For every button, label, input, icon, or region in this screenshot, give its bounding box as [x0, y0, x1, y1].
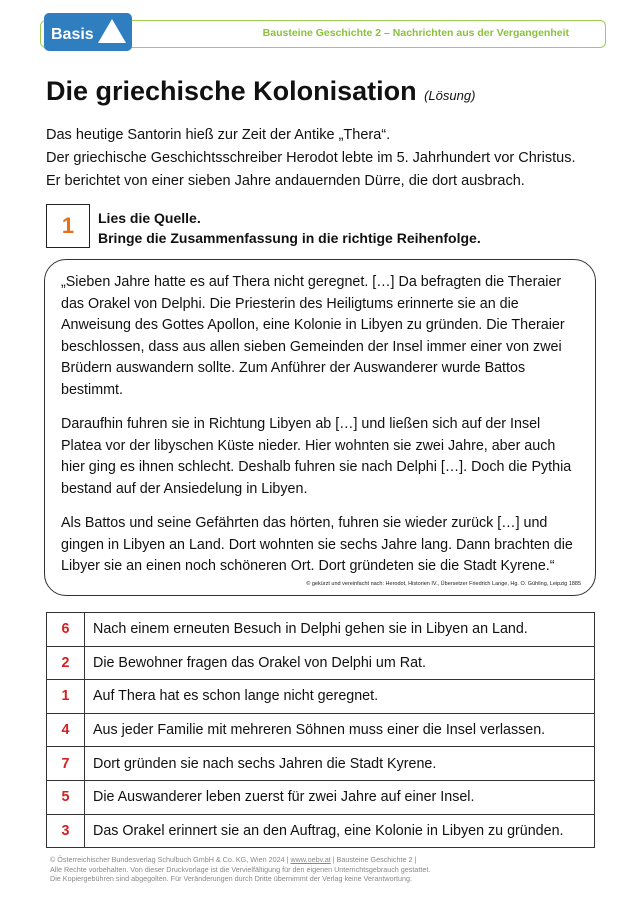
task-line: Bringe die Zusammenfassung in die richtige Reihenfolge.	[98, 230, 481, 246]
source-paragraph: „Sieben Jahre hatte es auf Thera nicht geregnet. […] Da befragten die Theraier das Orakel von Delphi. Die Priesterin des Heiligtums erinnerte sie an die Anweisung des Gottes Apollon, eine Kolonie in Libyen zu gründen. Die Theraier beschlossen, dass aus allen sieben Gemeinden der Insel immer einer von zwei Brüdern auswandern sollte. Zum Anführer der Auswanderer wurde Battos bestimmt.	[61, 274, 565, 398]
footer-line: Alle Rechte vorbehalten. Von dieser Druckvorlage ist die Vervielfältigung für den eigenen Unterrichtsgebrauch gestattet.	[50, 864, 431, 874]
order-number: 6	[47, 613, 85, 647]
task-instructions	[98, 208, 481, 248]
order-number: 4	[47, 713, 85, 747]
page-title: Die griechische Kolonisation (Lösung)	[46, 76, 476, 106]
table-row	[47, 780, 595, 814]
title-note: (Lösung)	[424, 88, 476, 103]
order-number: 1	[47, 680, 85, 714]
footer-line: © Österreichischer Bundesverlag Schulbuch GmbH & Co. KG, Wien 2024 | www.oebv.at | Bausteine Geschichte 2 |	[50, 855, 417, 864]
order-table	[46, 612, 595, 848]
intro-line: Der griechische Geschichtsschreiber Herodot lebte im 5. Jahrhundert vor Christus.	[46, 150, 576, 166]
basis-logo	[44, 13, 132, 51]
table-row	[47, 713, 595, 747]
source-paragraph: Als Battos und seine Gefährten das hörten, fuhren sie wieder zurück […] und gingen in Libyen an Land. Dort wohnten sie sechs Jahre lang. Dann brachten die Libyer sie an einen noch schöneren Ort. Dort gründeten sie die Stadt Kyrene.“	[61, 515, 573, 574]
order-text: Die Bewohner fragen das Orakel von Delphi um Rat.	[85, 646, 595, 680]
page-footer	[50, 855, 610, 884]
order-text: Die Auswanderer leben zuerst für zwei Jahre auf einer Insel.	[85, 780, 595, 814]
source-citation: © gekürzt und vereinfacht nach: Herodot, Historien IV., Übersetzer Friedrich Lange, Hg. O. Gühling, Leipzig 1885	[306, 581, 581, 587]
order-text: Das Orakel erinnert sie an den Auftrag, eine Kolonie in Libyen zu gründen.	[85, 814, 595, 848]
task-number: 1	[46, 204, 90, 248]
table-row	[47, 747, 595, 781]
order-number: 7	[47, 747, 85, 781]
order-number: 5	[47, 780, 85, 814]
intro-line: Er berichtet von einer sieben Jahre andauernden Dürre, die dort ausbrach.	[46, 173, 525, 189]
intro-text	[46, 124, 606, 193]
order-text: Aus jeder Familie mit mehreren Söhnen muss einer die Insel verlassen.	[85, 713, 595, 747]
order-text: Dort gründen sie nach sechs Jahren die Stadt Kyrene.	[85, 747, 595, 781]
table-row	[47, 814, 595, 848]
series-title: Bausteine Geschichte 2 – Nachrichten aus der Vergangenheit	[262, 27, 569, 39]
source-paragraph: Daraufhin fuhren sie in Richtung Libyen ab […] und ließen sich auf der Insel Platea vor der libyschen Küste nieder. Hier wohnten sie zwei Jahre, aber auch hier ging es ihnen schlecht. Deshalb fuhren sie nach Delphi […]. Doch die Pythia bestand auf der Ansiedelung in Libyen.	[61, 416, 572, 497]
table-row	[47, 646, 595, 680]
logo-text: Basis	[51, 26, 94, 43]
order-number: 2	[47, 646, 85, 680]
order-text: Auf Thera hat es schon lange nicht geregnet.	[85, 680, 595, 714]
source-quote-box	[44, 259, 596, 596]
order-number: 3	[47, 814, 85, 848]
table-row	[47, 613, 595, 647]
task-line: Lies die Quelle.	[98, 210, 201, 226]
order-text: Nach einem erneuten Besuch in Delphi gehen sie in Libyen an Land.	[85, 613, 595, 647]
footer-line: Die Kopiergebühren sind abgegolten. Für Veränderungen durch Dritte übernimmt der Verlag keine Verantwortung.	[50, 874, 412, 883]
intro-line: Das heutige Santorin hieß zur Zeit der Antike „Thera“.	[46, 127, 391, 143]
triangle-icon	[98, 19, 126, 43]
publisher-link[interactable]: www.oebv.at	[290, 855, 331, 864]
table-row	[47, 680, 595, 714]
